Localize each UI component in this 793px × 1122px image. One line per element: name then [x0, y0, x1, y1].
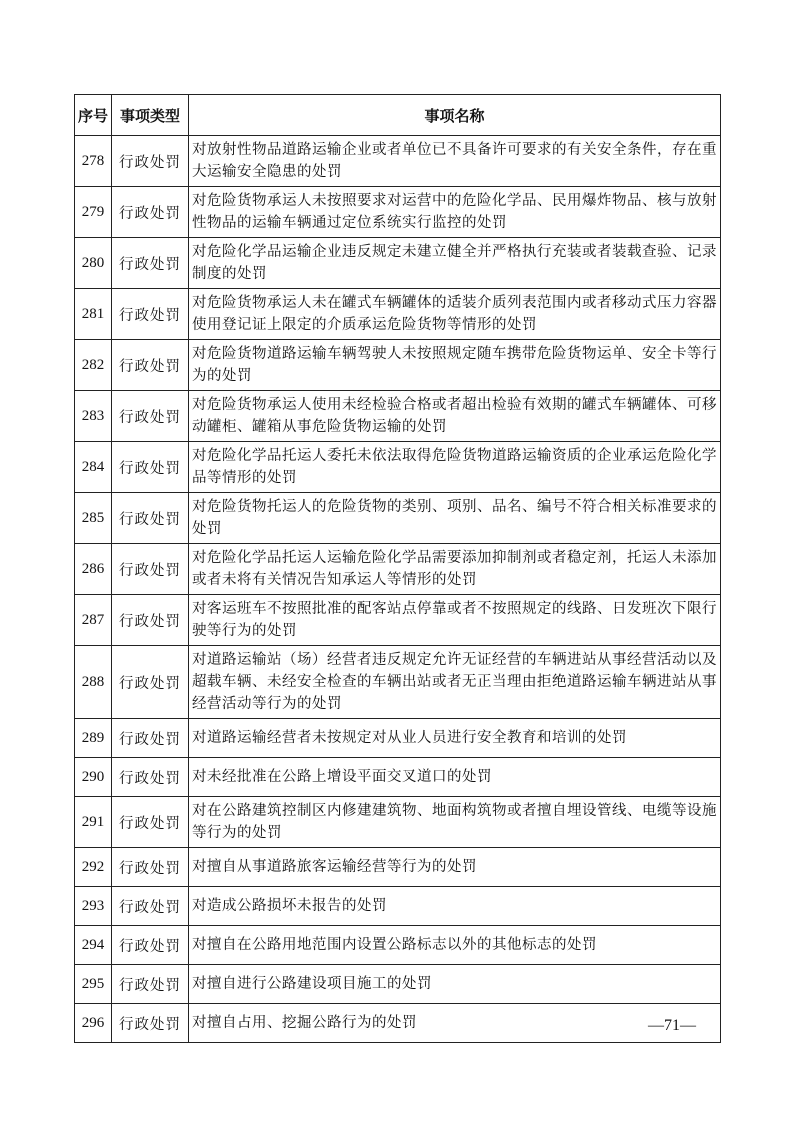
page-number: —71— — [648, 1017, 696, 1034]
row-name: 对在公路建筑控制区内修建建筑物、地面构筑物或者擅自埋设管线、电缆等设施等行为的处罚 — [189, 797, 721, 848]
table-row — [75, 848, 721, 887]
row-num: 295 — [75, 965, 112, 1004]
row-num: 294 — [75, 926, 112, 965]
items-table-container — [74, 94, 720, 1043]
row-type: 行政处罚 — [112, 887, 189, 926]
row-type: 行政处罚 — [112, 1004, 189, 1043]
row-num: 292 — [75, 848, 112, 887]
row-type: 行政处罚 — [112, 758, 189, 797]
row-num: 289 — [75, 719, 112, 758]
table-row — [75, 289, 721, 340]
header-type: 事项类型 — [112, 95, 189, 136]
table-row — [75, 797, 721, 848]
table-row — [75, 887, 721, 926]
row-type: 行政处罚 — [112, 646, 189, 719]
table-row — [75, 187, 721, 238]
row-num: 281 — [75, 289, 112, 340]
items-table — [74, 94, 721, 1043]
row-name: 对危险货物承运人使用未经检验合格或者超出检验有效期的罐式车辆罐体、可移动罐柜、罐箱从事危险货物运输的处罚 — [189, 391, 721, 442]
table-row — [75, 442, 721, 493]
row-num: 287 — [75, 595, 112, 646]
table-header-row — [75, 95, 721, 136]
row-type: 行政处罚 — [112, 289, 189, 340]
row-name: 对擅自进行公路建设项目施工的处罚 — [189, 965, 721, 1004]
row-type: 行政处罚 — [112, 544, 189, 595]
row-num: 278 — [75, 136, 112, 187]
row-name: 对危险货物托运人的危险货物的类别、项别、品名、编号不符合相关标准要求的处罚 — [189, 493, 721, 544]
table-row — [75, 646, 721, 719]
table-row — [75, 926, 721, 965]
table-row — [75, 965, 721, 1004]
row-num: 291 — [75, 797, 112, 848]
row-num: 282 — [75, 340, 112, 391]
row-type: 行政处罚 — [112, 187, 189, 238]
row-name: 对危险化学品托运人委托未依法取得危险货物道路运输资质的企业承运危险化学品等情形的处罚 — [189, 442, 721, 493]
table-row — [75, 493, 721, 544]
row-type: 行政处罚 — [112, 391, 189, 442]
row-name: 对危险货物道路运输车辆驾驶人未按照规定随车携带危险货物运单、安全卡等行为的处罚 — [189, 340, 721, 391]
row-type: 行政处罚 — [112, 719, 189, 758]
row-num: 286 — [75, 544, 112, 595]
row-type: 行政处罚 — [112, 848, 189, 887]
row-name: 对客运班车不按照批准的配客站点停靠或者不按照规定的线路、日发班次下限行驶等行为的处罚 — [189, 595, 721, 646]
row-num: 296 — [75, 1004, 112, 1043]
row-name: 对危险货物承运人未在罐式车辆罐体的适装介质列表范围内或者移动式压力容器使用登记证上限定的介质承运危险货物等情形的处罚 — [189, 289, 721, 340]
table-row — [75, 340, 721, 391]
row-num: 280 — [75, 238, 112, 289]
table-row — [75, 136, 721, 187]
row-name: 对擅自从事道路旅客运输经营等行为的处罚 — [189, 848, 721, 887]
row-type: 行政处罚 — [112, 595, 189, 646]
row-num: 288 — [75, 646, 112, 719]
row-type: 行政处罚 — [112, 238, 189, 289]
row-name: 对危险化学品运输企业违反规定未建立健全并严格执行充装或者装载查验、记录制度的处罚 — [189, 238, 721, 289]
row-num: 290 — [75, 758, 112, 797]
table-row — [75, 758, 721, 797]
row-type: 行政处罚 — [112, 340, 189, 391]
row-name: 对道路运输经营者未按规定对从业人员进行安全教育和培训的处罚 — [189, 719, 721, 758]
table-row — [75, 1004, 721, 1043]
table-row — [75, 719, 721, 758]
table-row — [75, 595, 721, 646]
row-type: 行政处罚 — [112, 493, 189, 544]
row-name: 对放射性物品道路运输企业或者单位已不具备许可要求的有关安全条件，存在重大运输安全隐患的处罚 — [189, 136, 721, 187]
row-name: 对道路运输站（场）经营者违反规定允许无证经营的车辆进站从事经营活动以及超载车辆、未经安全检查的车辆出站或者无正当理由拒绝道路运输车辆进站从事经营活动等行为的处罚 — [189, 646, 721, 719]
row-type: 行政处罚 — [112, 136, 189, 187]
row-type: 行政处罚 — [112, 442, 189, 493]
row-name: 对造成公路损坏未报告的处罚 — [189, 887, 721, 926]
row-num: 285 — [75, 493, 112, 544]
row-name: 对擅自占用、挖掘公路行为的处罚 — [189, 1004, 721, 1043]
row-name: 对危险化学品托运人运输危险化学品需要添加抑制剂或者稳定剂，托运人未添加或者未将有关情况告知承运人等情形的处罚 — [189, 544, 721, 595]
row-type: 行政处罚 — [112, 926, 189, 965]
table-row — [75, 238, 721, 289]
header-name: 事项名称 — [189, 95, 721, 136]
table-row — [75, 544, 721, 595]
row-name: 对危险货物承运人未按照要求对运营中的危险化学品、民用爆炸物品、核与放射性物品的运输车辆通过定位系统实行监控的处罚 — [189, 187, 721, 238]
row-num: 293 — [75, 887, 112, 926]
row-type: 行政处罚 — [112, 965, 189, 1004]
row-num: 279 — [75, 187, 112, 238]
row-num: 283 — [75, 391, 112, 442]
row-num: 284 — [75, 442, 112, 493]
header-num: 序号 — [75, 95, 112, 136]
row-name: 对未经批准在公路上增设平面交叉道口的处罚 — [189, 758, 721, 797]
row-name: 对擅自在公路用地范围内设置公路标志以外的其他标志的处罚 — [189, 926, 721, 965]
table-row — [75, 391, 721, 442]
row-type: 行政处罚 — [112, 797, 189, 848]
